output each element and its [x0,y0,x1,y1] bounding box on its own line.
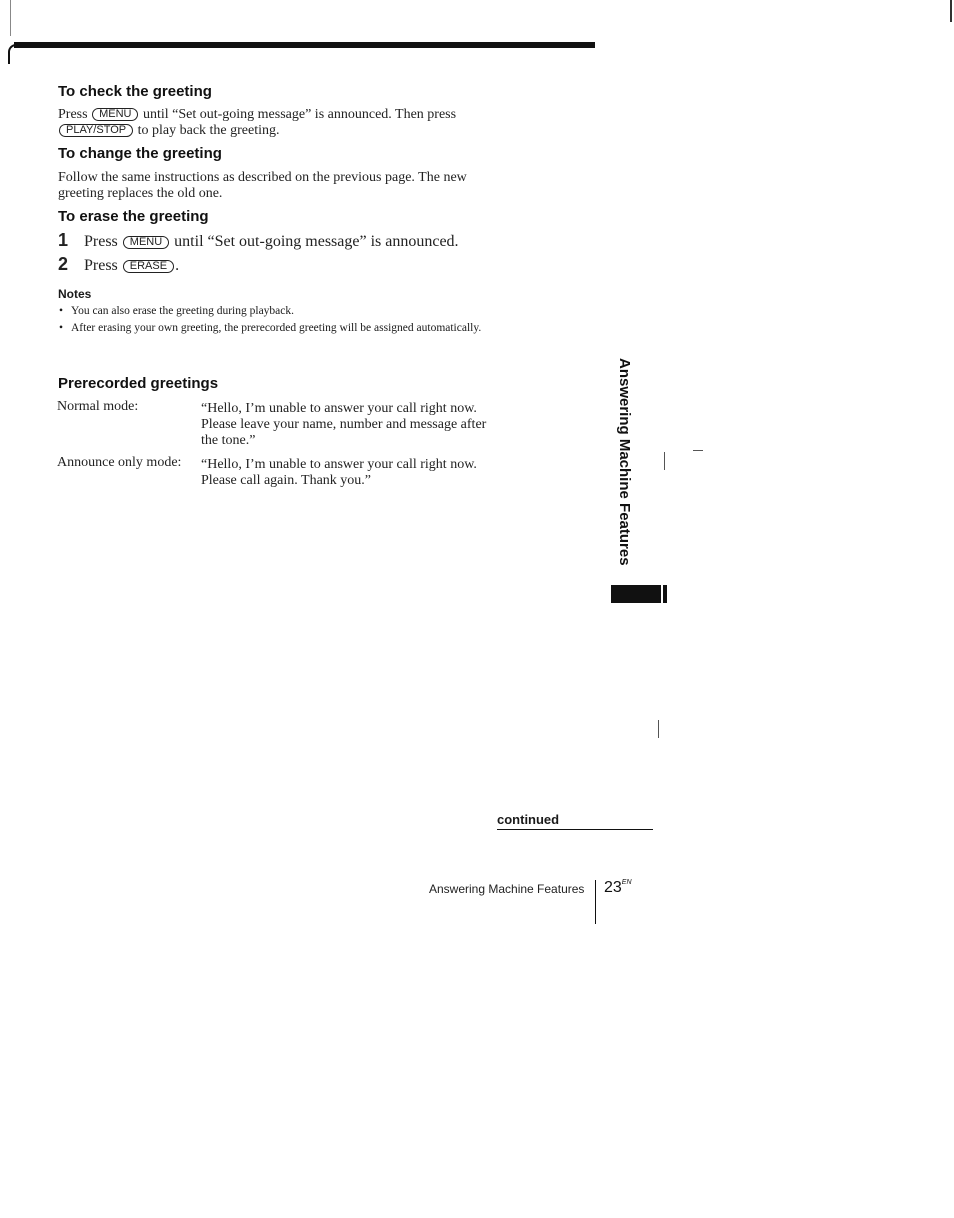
step-number: 2 [58,254,69,274]
note-item: • After erasing your own greeting, the prerecorded greeting will be assigned automatically. [58,321,498,336]
top-rule [14,42,595,48]
scan-edge-mark [950,0,952,22]
step-number: 1 [58,230,69,250]
erase-step-2 [58,254,179,275]
play-stop-key: PLAY/STOP [59,124,133,137]
announce-mode-label: Announce only mode: [57,455,182,470]
change-greeting-heading: To change the greeting [58,145,222,162]
scan-mark [658,720,659,738]
change-greeting-body: Follow the same instructions as described on the previous page. The new greeting replaces the old one. [58,170,467,201]
step-press-text: Press [84,233,118,250]
side-tab-marker [611,585,661,603]
page-number-value: 23 [604,879,622,896]
step-text: . [175,257,180,274]
continued-label: continued [497,812,560,827]
side-tab-marker [663,585,667,603]
scan-mark [693,450,703,451]
instruction-text: until “Set out-going message” is announced. Then press [142,107,457,122]
instruction-text: to play back the greeting. [137,123,280,138]
check-greeting-line-1 [58,107,456,123]
normal-mode-label: Normal mode: [57,399,139,414]
scan-edge-mark [10,0,11,36]
step-text: until “Set out-going message” is announced. [174,233,459,250]
erase-key: ERASE [123,260,174,273]
check-greeting-heading: To check the greeting [58,83,212,100]
scan-mark [664,452,665,470]
announce-mode-text: “Hello, I’m unable to answer your call right now. Please call again. Thank you.” [201,457,477,488]
page-number [604,879,632,897]
step-press-text: Press [84,257,118,274]
check-greeting-line-2 [58,123,280,139]
footer-section-title: Answering Machine Features [429,882,585,896]
notes-list [58,304,498,338]
press-text: Press [58,107,88,122]
note-item: • You can also erase the greeting during playback. [58,304,498,319]
menu-key: MENU [92,108,138,121]
erase-step-1 [58,230,459,251]
side-tab-label: Answering Machine Features [616,358,633,566]
notes-heading: Notes [58,287,92,301]
continued-rule [497,829,653,830]
prerecorded-heading: Prerecorded greetings [58,375,219,392]
menu-key: MENU [123,236,169,249]
normal-mode-text: “Hello, I’m unable to answer your call right now. Please leave your name, number and message after the tone.” [201,401,487,448]
footer-divider [595,880,596,924]
page-number-suffix: EN [621,879,632,886]
erase-greeting-heading: To erase the greeting [58,208,209,225]
